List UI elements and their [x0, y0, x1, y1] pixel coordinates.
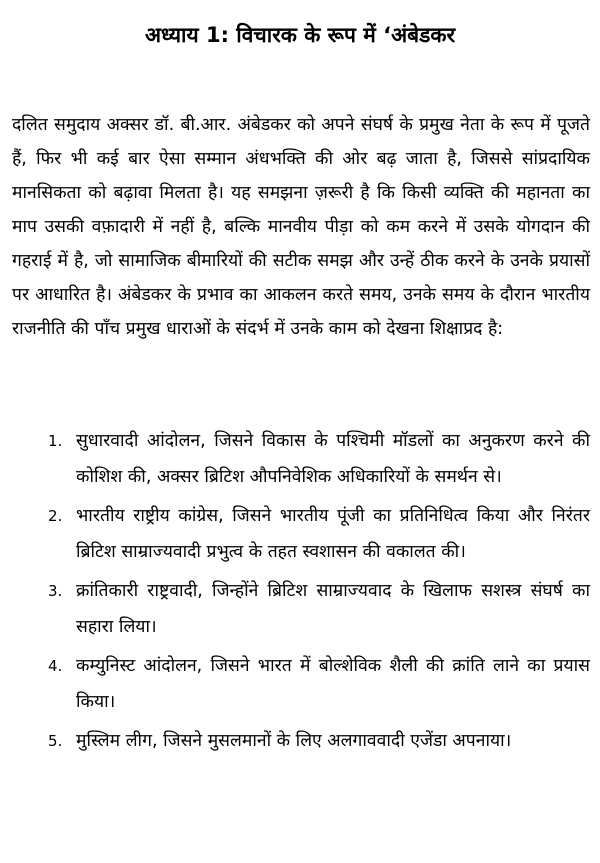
- list-item-text: सुधारवादी आंदोलन, जिसने विकास के पश्चिमी मॉडलों का अनुकरण करने की कोशिश की, अक्सर ब्रिटिश औपनिवेशिक अधिकारियों के समर्थन से।: [76, 431, 590, 487]
- list-item: [12, 423, 590, 495]
- list-item: [12, 498, 590, 570]
- list-item-number: 4.: [48, 657, 63, 675]
- numbered-list: [12, 423, 590, 762]
- list-item-number: 5.: [48, 732, 63, 750]
- list-item-number: 1.: [48, 432, 63, 450]
- list-item-text: मुस्लिम लीग, जिसने मुसलमानों के लिए अलगाववादी एजेंडा अपनाया।: [76, 731, 512, 751]
- intro-paragraph: दलित समुदाय अक्सर डॉ. बी.आर. अंबेडकर को अपने संघर्ष के प्रमुख नेता के रूप में पूजते हैं, फिर भी कई बार ऐसा सम्मान अंधभक्ति की ओर बढ़ जाता है, जिससे सांप्रदायिक मानसिकता को बढ़ावा मिलता है। यह समझना ज़रूरी है कि किसी व्यक्ति की महानता का माप उसकी वफ़ादारी में नहीं है, बल्कि मानवीय पीड़ा को कम करने में उसके योगदान की गहराई में है, जो सामाजिक बीमारियों की सटीक समझ और उन्हें ठीक करने के उनके प्रयासों पर आधारित है। अंबेडकर के प्रभाव का आकलन करते समय, उनके समय के दौरान भारतीय राजनीति की पाँच प्रमुख धाराओं के संदर्भ में उनके काम को देखना शिक्षाप्रद है:: [12, 115, 590, 339]
- list-item: [12, 723, 590, 759]
- list-item-number: 3.: [48, 582, 63, 600]
- list-item-text: क्रांतिकारी राष्ट्रवादी, जिन्होंने ब्रिटिश साम्राज्यवाद के खिलाफ सशस्त्र संघर्ष का सहारा लिया।: [76, 581, 590, 637]
- chapter-title: अध्याय 1: विचारक के रूप में ‘अंबेडकर: [144, 23, 456, 47]
- list-item: [12, 573, 590, 645]
- list-item-number: 2.: [48, 507, 63, 525]
- list-item: [12, 648, 590, 720]
- list-item-text: कम्युनिस्ट आंदोलन, जिसने भारत में बोल्शेविक शैली की क्रांति लाने का प्रयास किया।: [76, 656, 590, 712]
- list-item-text: भारतीय राष्ट्रीय कांग्रेस, जिसने भारतीय पूंजी का प्रतिनिधित्व किया और निरंतर ब्रिटिश साम्राज्यवादी प्रभुत्व के तहत स्वशासन की वकालत की।: [76, 506, 590, 562]
